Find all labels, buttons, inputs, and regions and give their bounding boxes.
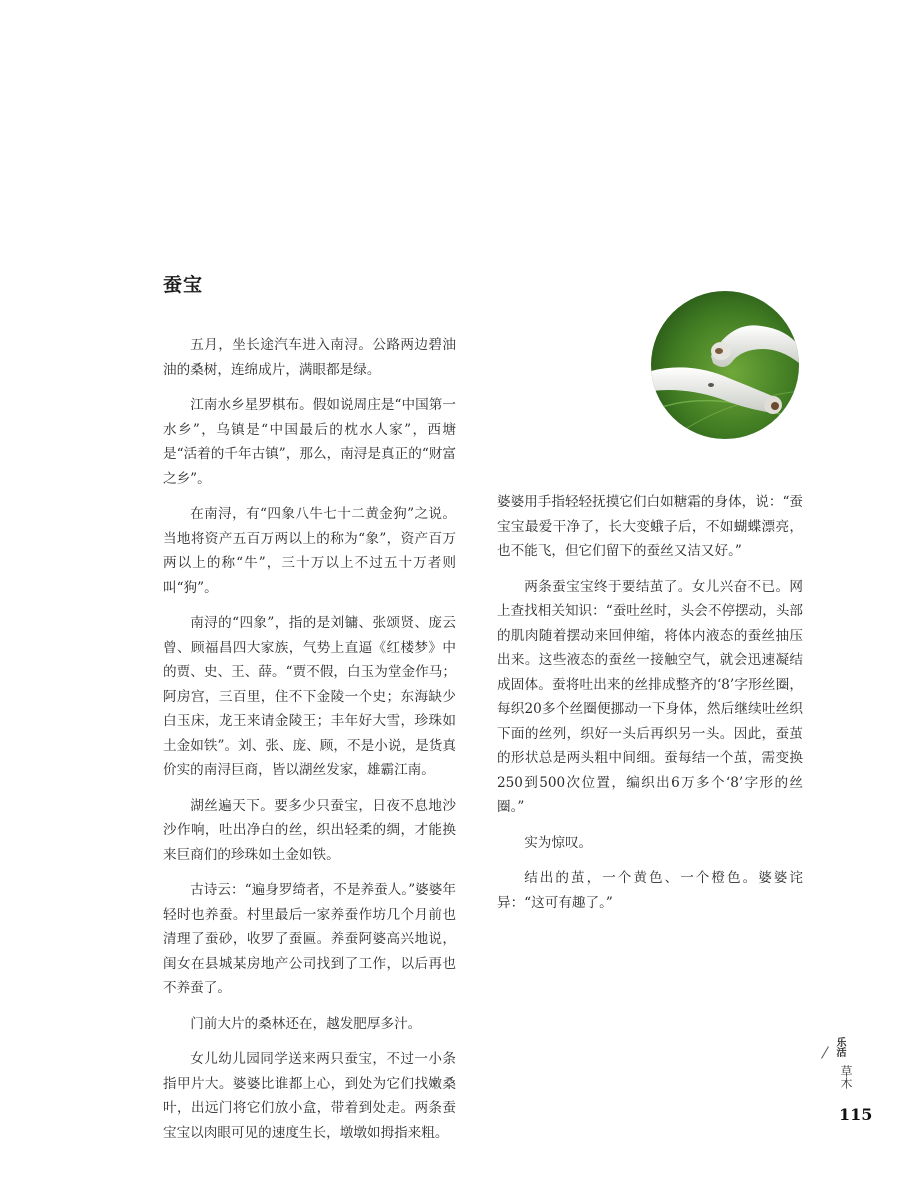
paragraph: 江南水乡星罗棋布。假如说周庄是“中国第一水乡”，乌镇是“中国最后的枕水人家”，西塘是“活着的千年古镇”，那么，南浔是真正的“财富之乡”。 [163,397,456,487]
paragraph: 结出的茧，一个黄色、一个橙色。婆婆诧异：“这可有趣了。” [497,870,803,911]
paragraph: 湖丝遍天下。要多少只蚕宝，日夜不息地沙沙作响，吐出净白的丝，织出轻柔的绸，才能换来巨商们的珍珠如土金如铁。 [163,797,456,863]
paragraph: 实为惊叹。 [524,834,593,851]
paragraph: 女儿幼儿园同学送来两只蚕宝，不过一小条指甲片大。婆婆比谁都上心，到处为它们找嫩桑叶，出远门将它们放小盒，带着到处走。两条蚕宝宝以肉眼可见的速度生长，墩墩如拇指来粗。 [163,1051,456,1141]
subsection-label: 草木 [839,1065,853,1089]
silkworm-illustration [651,291,799,439]
paragraph: 古诗云：“遍身罗绮者，不是养蚕人。”婆婆年轻时也养蚕。村里最后一家养蚕作坊几个月前也清理了蚕砂，收罗了蚕匾。养蚕阿婆高兴地说，闺女在县城某房地产公司找到了工作，以后再也不养蚕了。 [163,882,456,996]
paragraph: 两条蚕宝宝终于要结茧了。女儿兴奋不已。网上查找相关知识：“蚕吐丝时，头会不停摆动，头部的肌肉随着摆动来回伸缩，将体内液态的蚕丝抽压出来。这些液态的蚕丝一接触空气，就会迅速凝结成固体。蚕将吐出来的丝排成整齐的‘8’字形丝圈，每织20多个丝圈便挪动一下身体，然后继续吐丝织下面的丝列，织好一头后再织另一头。因此，蚕茧的形状总是两头粗中间细。蚕每结一个茧，需变换250到500次位置，编织出6万多个‘8’字形的丝圈。” [497,578,804,815]
paragraph: 在南浔，有“四象八牛七十二黄金狗”之说。当地将资产五百万两以上的称为“象”，资产百万两以上的称“牛”，三十万以上不过五十万者则叫“狗”。 [163,506,456,596]
right-column [497,490,803,926]
page-number: 115 [839,1105,873,1124]
section-label: 乐活 [834,1037,845,1057]
article-title: 蚕宝 [163,274,204,296]
paragraph-continued: 婆婆用手指轻轻抚摸它们白如糖霜的身体，说：“蚕宝宝最爱干净了，长大变蛾子后，不如蝴蝶漂亮，也不能飞，但它们留下的蚕丝又洁又好。” [497,494,804,559]
left-column [163,333,456,1156]
paragraph: 南浔的“四象”，指的是刘镛、张颂贤、庞云曾、顾福昌四大家族，气势上直逼《红楼梦》中的贾、史、王、薛。“贾不假，白玉为堂金作马；阿房宫，三百里，住不下金陵一个史；东海缺少白玉床，龙王来请金陵王；丰年好大雪，珍珠如土金如铁”。刘、张、庞、顾，不是小说，是货真价实的南浔巨商，皆以湖丝发家，雄霸江南。 [163,615,456,778]
paragraph: 门前大片的桑林还在，越发肥厚多汁。 [190,1015,422,1032]
silkworm-photo [651,291,799,439]
paragraph: 五月，坐长途汽车进入南浔。公路两边碧油油的桑树，连绵成片，满眼都是绿。 [163,337,456,378]
footer-divider [821,1046,829,1059]
